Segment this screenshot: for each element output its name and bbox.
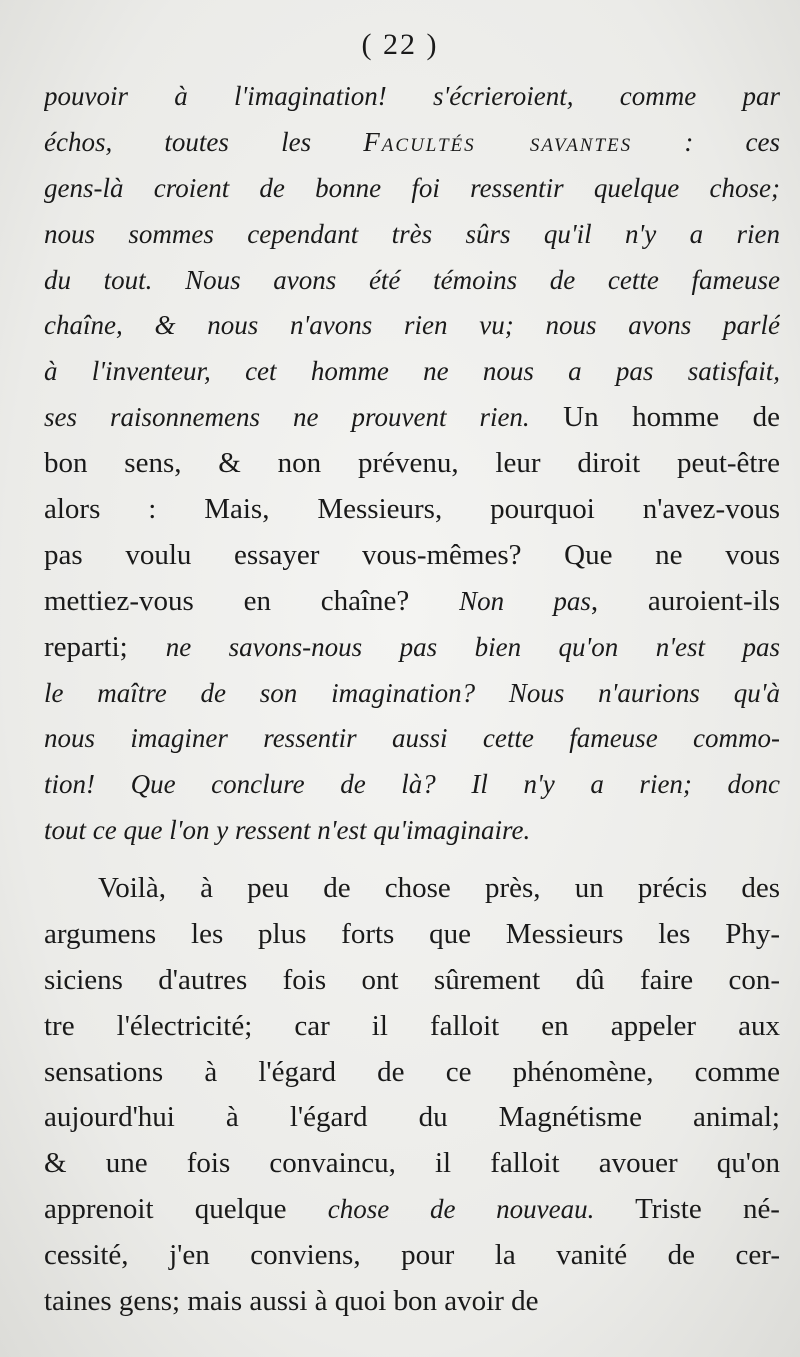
text-run: taines gens; mais aussi à quoi bon avoir de: [44, 1285, 539, 1318]
text-run: apprenoit quelque: [44, 1193, 328, 1226]
text-run: Facultés savantes: [363, 126, 633, 157]
text-run: alors : Mais, Messieurs, pourquoi n'avez-vous: [44, 493, 780, 526]
page-number: ( 22 ): [361, 28, 439, 61]
text-run: aujourd'hui à l'égard du Magnétisme animal;: [44, 1101, 780, 1134]
text-run: argumens les plus forts que Messieurs les Phy-: [44, 917, 780, 950]
text-run: reparti;: [44, 630, 166, 663]
text-run: tre l'électricité; car il falloit en appeler aux: [44, 1009, 780, 1042]
text-run: ses raisonnemens ne prouvent rien.: [44, 402, 530, 433]
text-line: [44, 1233, 780, 1279]
text-run: du tout. Nous avons été témoins de cette fameuse: [44, 264, 780, 295]
text-line: [44, 958, 780, 1004]
text-run: : ces: [632, 126, 780, 157]
text-line: [44, 120, 780, 166]
text-run: le maître de son imagination? Nous n'aurions qu'à: [44, 677, 780, 708]
text-run: nous sommes cependant très sûrs qu'il n'y a rien: [44, 218, 780, 249]
text-run: gens-là croient de bonne foi ressentir quelque chose;: [44, 172, 780, 203]
text-run: pouvoir à l'imagination! s'écrieroient, comme par: [44, 81, 780, 111]
text-run: pas voulu essayer vous-mêmes? Que ne vous: [44, 538, 780, 571]
text-run: tion! Que conclure de là? Il n'y a rien; donc: [44, 769, 780, 800]
text-run: Un homme de: [529, 401, 780, 434]
text-run: Triste né-: [594, 1193, 780, 1226]
text-line: [44, 533, 780, 579]
text-line: [44, 808, 780, 854]
paragraph-2: [44, 866, 780, 1325]
text-line: [44, 1141, 780, 1187]
text-line: [44, 579, 780, 625]
text-run: à l'inventeur, cet homme ne nous a pas satisfait,: [44, 356, 780, 387]
text-line: [44, 74, 780, 120]
text-line: [44, 349, 780, 395]
text-line: [44, 441, 780, 487]
text-run: ne savons-nous pas bien qu'on n'est pas: [165, 631, 780, 662]
text-line: [44, 1050, 780, 1096]
text-line: [44, 258, 780, 304]
text-line: [44, 1095, 780, 1141]
text-run: siciens d'autres fois ont sûrement dû faire con-: [44, 963, 780, 996]
text-line: [44, 212, 780, 258]
text-line: [44, 716, 780, 762]
text-run: tout ce que l'on y ressent n'est qu'imaginaire.: [44, 815, 531, 846]
text-line: [44, 1004, 780, 1050]
text-line: [44, 762, 780, 808]
text-run: nous imaginer ressentir aussi cette fameuse commo-: [44, 723, 780, 754]
text-run: , auroient-ils: [590, 584, 780, 617]
text-run: mettiez-vous en chaîne?: [44, 584, 460, 617]
text-run: & une fois convaincu, il falloit avouer qu'on: [44, 1147, 780, 1180]
text-line: [44, 1279, 780, 1325]
text-line: [44, 303, 780, 349]
text-run: bon sens, & non prévenu, leur diroit peut-être: [44, 447, 780, 480]
text-run: échos, toutes les: [44, 126, 364, 157]
text-line: [44, 1187, 780, 1233]
text-line: [44, 395, 780, 441]
text-line: [44, 487, 780, 533]
text-run: sensations à l'égard de ce phénomène, comme: [44, 1055, 780, 1088]
text-line: [44, 671, 780, 717]
paragraph-1: [44, 74, 780, 854]
text-run: Non pas: [459, 585, 591, 616]
text-line: [44, 166, 780, 212]
text-run: cessité, j'en conviens, pour la vanité de cer-: [44, 1239, 780, 1272]
text-line: [44, 625, 780, 671]
text-line: [44, 866, 780, 912]
text-run: chaîne, & nous n'avons rien vu; nous avons parlé: [44, 310, 780, 341]
text-run: chose de nouveau.: [327, 1194, 595, 1225]
text-line: [44, 912, 780, 958]
text-run: Voilà, à peu de chose près, un précis des: [98, 872, 780, 904]
